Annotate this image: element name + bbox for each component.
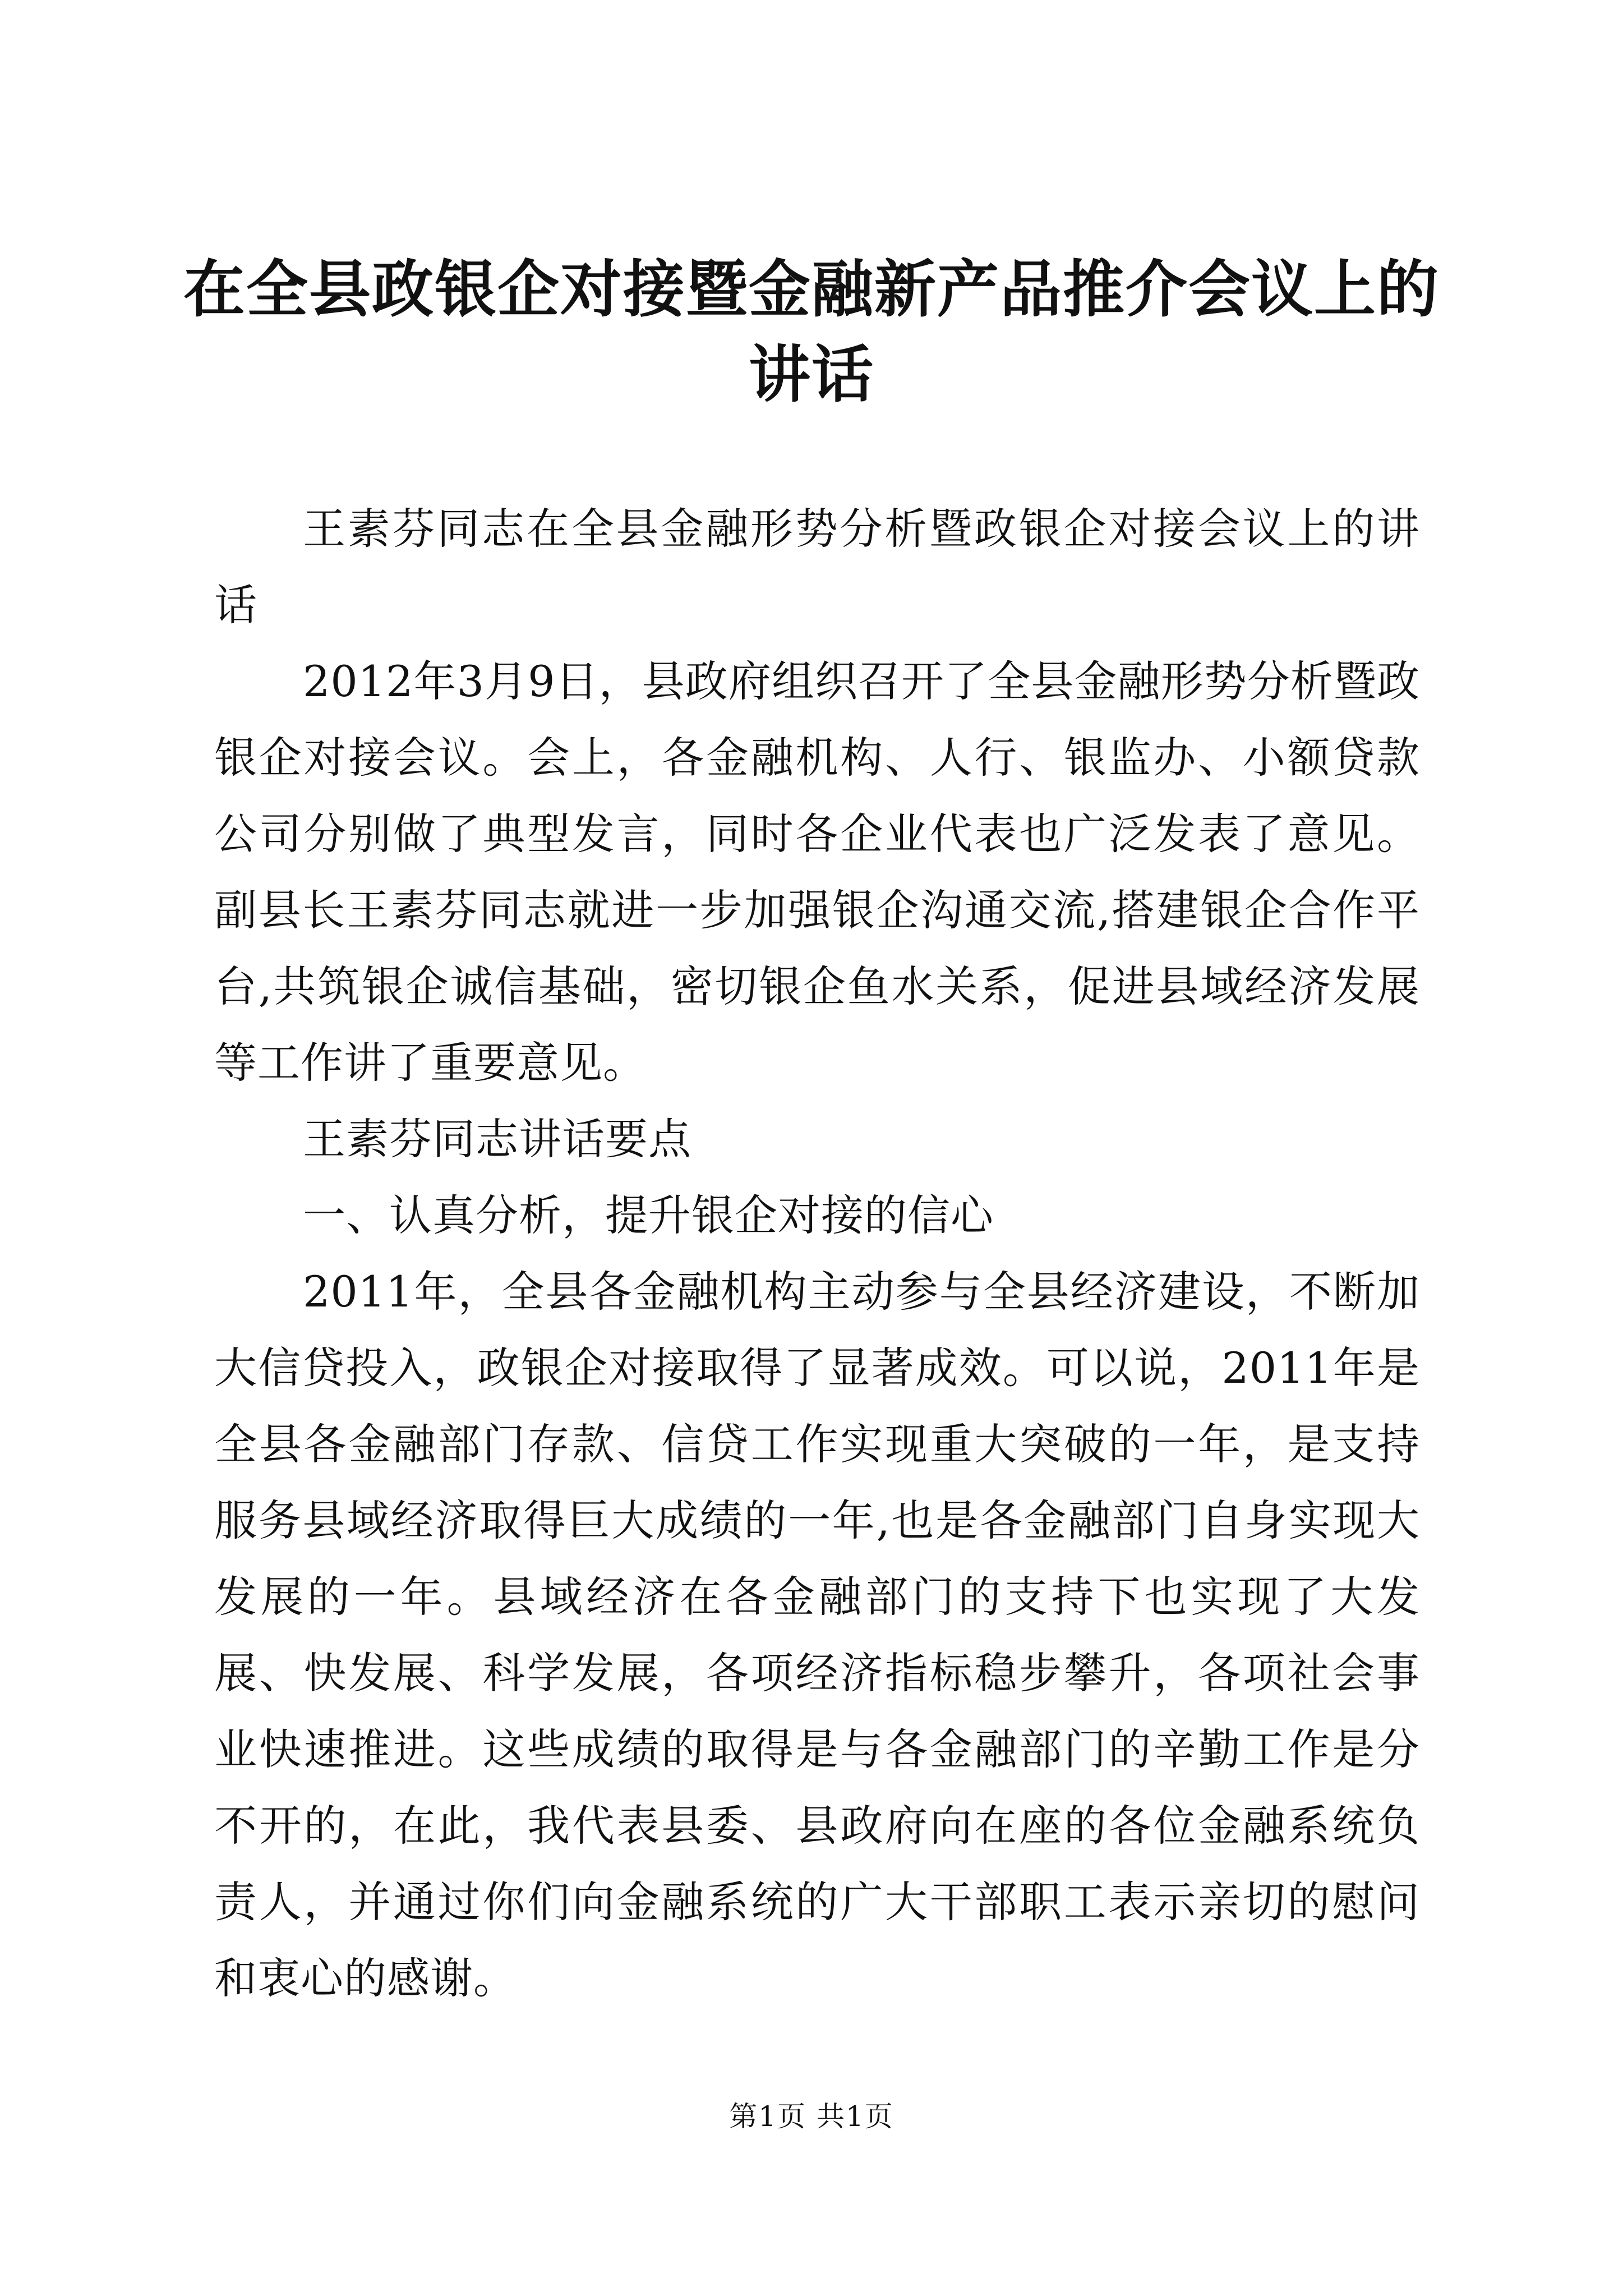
page-number-footer: 第1页 共1页	[729, 2100, 894, 2133]
paragraph-speech-points-heading: 王素芬同志讲话要点	[303, 1114, 691, 1164]
document-body	[214, 491, 1420, 2017]
section-heading-one: 一、认真分析，提升银企对接的信心	[303, 1190, 994, 1240]
paragraph-2011-review: 2011年，全县各金融机构主动参与全县经济建设，不断加大信贷投入，政银企对接取得了显著成效。可以说，2011年是全县各金融部门存款、信贷工作实现重大突破的一年，是支持服务县域经济取得巨大成绩的一年,也是各金融部门自身实现大发展的一年。县域经济在各金融部门的支持下也实现了大发展、快发展、科学发展，各项经济指标稳步攀升，各项社会事业快速推进。这些成绩的取得是与各金融部门的辛勤工作是分不开的，在此，我代表县委、县政府向在座的各位金融系统负责人，并通过你们向金融系统的广大干部职工表示亲切的慰问和衷心的感谢。	[214, 1267, 1420, 2003]
paragraph-meeting-summary: 2012年3月9日，县政府组织召开了全县金融形势分析暨政银企对接会议。会上，各金融机构、人行、银监办、小额贷款公司分别做了典型发言，同时各企业代表也广泛发表了意见。副县长王素芬同志就进一步加强银企沟通交流,搭建银企合作平台,共筑银企诚信基础，密切银企鱼水关系，促进县域经济发展等工作讲了重要意见。	[214, 656, 1420, 1088]
document-title: 在全县政银企对接暨金融新产品推介会议上的讲话	[183, 254, 1440, 411]
paragraph-subtitle: 王素芬同志在全县金融形势分析暨政银企对接会议上的讲话	[214, 504, 1420, 630]
